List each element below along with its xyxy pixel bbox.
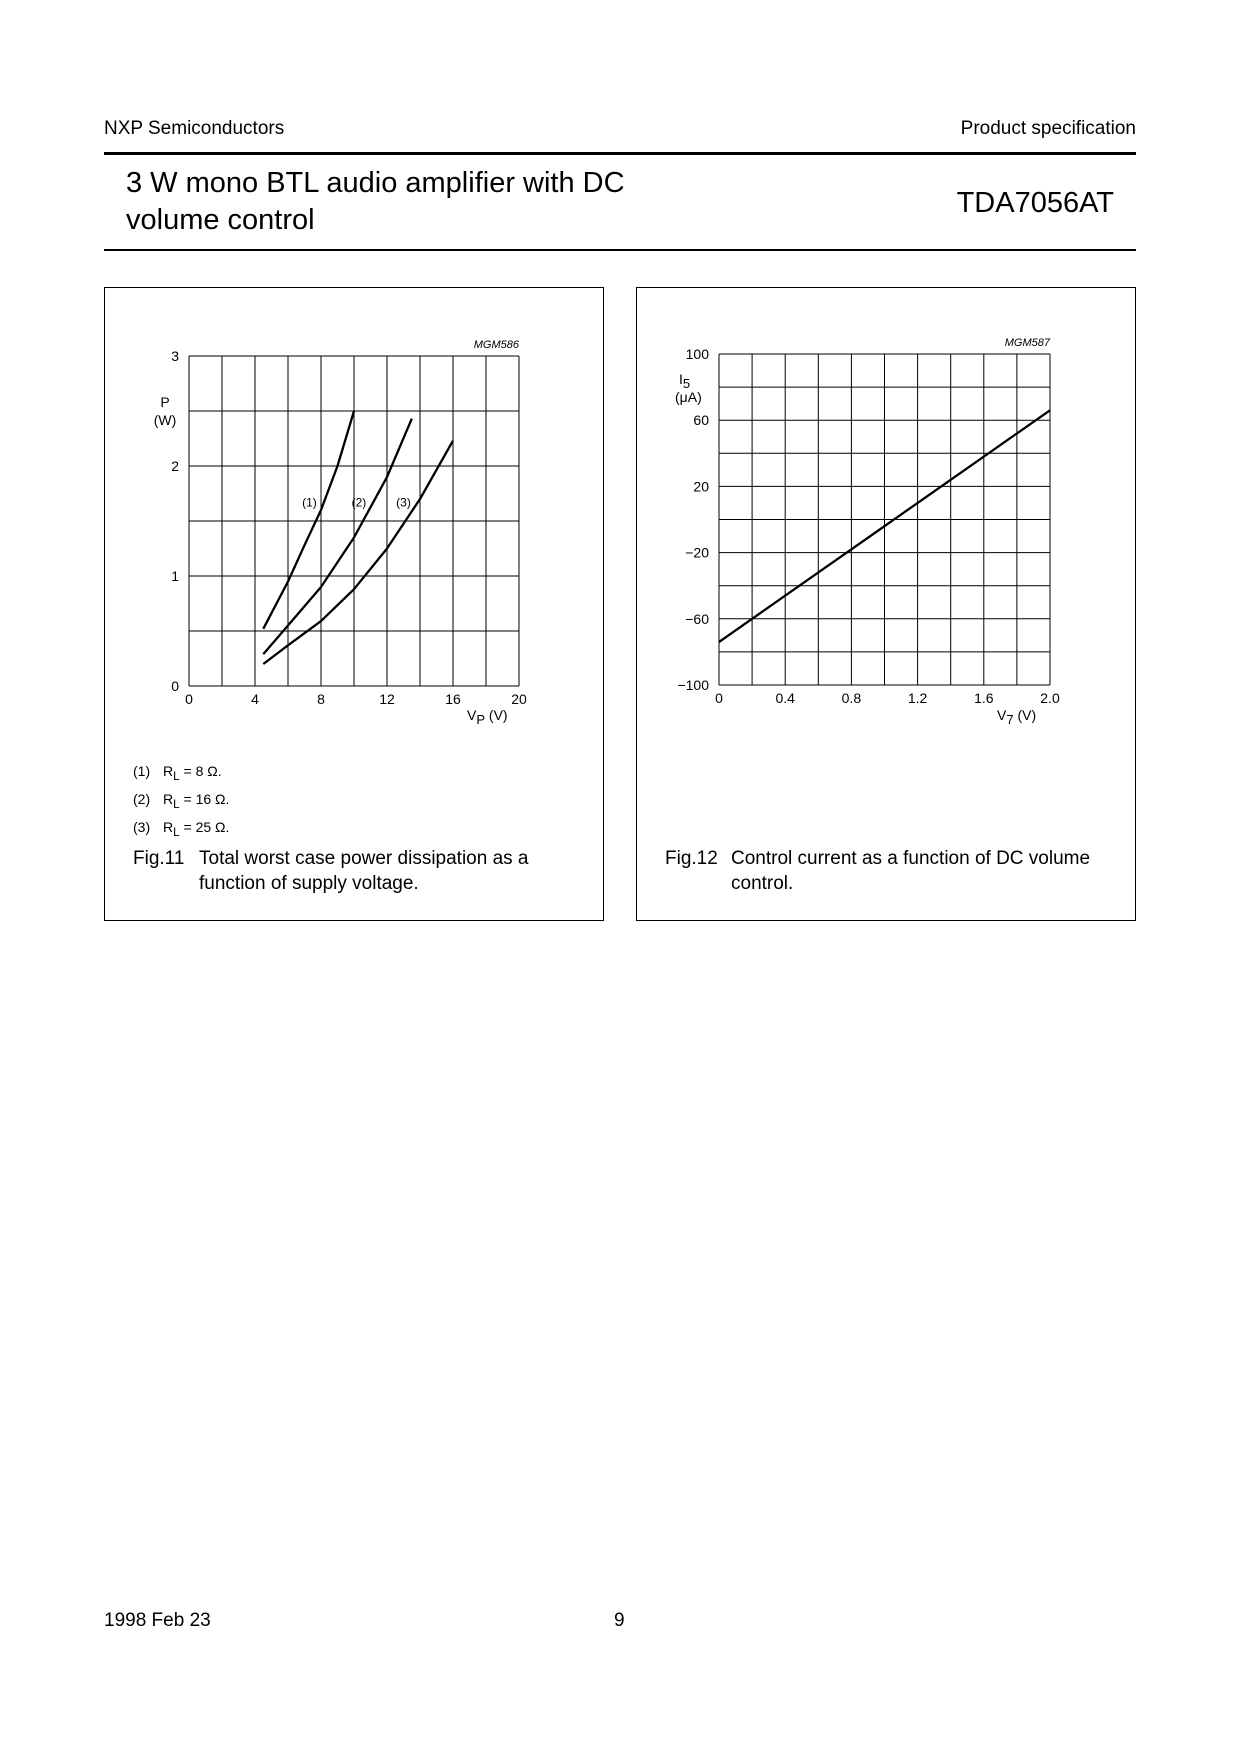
- x-axis-label: V7 (V): [997, 707, 1037, 727]
- figure-code: MGM587: [1004, 337, 1050, 349]
- figure-12-panel: [636, 287, 1136, 921]
- caption-text: Control current as a function of DC volume control.: [731, 848, 1091, 894]
- x-tick-label: 1.6: [974, 690, 994, 706]
- y-tick-label: 20: [693, 478, 709, 495]
- legend-text: $R_L = 16$ Ω.: [163, 790, 230, 811]
- series-line: [263, 419, 412, 654]
- figure-code: MGM586: [473, 339, 519, 351]
- curve-label: (2): [351, 495, 367, 510]
- y-axis-label: I5: [679, 371, 691, 391]
- caption-label: Fig.12: [665, 848, 718, 869]
- x-tick-label: 0.4: [775, 690, 795, 706]
- x-tick-label: 1.2: [907, 690, 928, 706]
- x-tick-label: 12: [379, 691, 395, 707]
- y-tick-label: −20: [685, 544, 709, 561]
- curve-label: (3): [396, 495, 411, 510]
- legend-item: [133, 760, 229, 788]
- y-tick-label: 2: [171, 458, 179, 474]
- legend-text: $R_L = 8$ Ω.: [163, 763, 222, 783]
- y-axis-unit: (μA): [675, 389, 702, 405]
- y-axis-label: P: [160, 394, 170, 410]
- figure-11-chart: [105, 288, 605, 748]
- x-tick-label: 2.0: [1040, 690, 1060, 706]
- figure-11-panel: [104, 287, 604, 921]
- figure-12-caption: [665, 846, 1115, 896]
- y-tick-label: 0: [171, 678, 179, 694]
- y-tick-label: −100: [677, 677, 709, 693]
- series-line: [263, 411, 354, 629]
- title-rule: [104, 249, 1136, 251]
- footer-page-number: 9: [614, 1610, 625, 1631]
- x-tick-label: 16: [445, 691, 461, 707]
- header-rule: [104, 152, 1136, 155]
- y-tick-label: 3: [171, 348, 179, 364]
- legend-number: (1): [133, 763, 151, 779]
- y-axis-unit: (W): [153, 412, 177, 428]
- y-tick-label: 100: [685, 346, 709, 362]
- header-doc-type: Product specification: [960, 118, 1136, 139]
- figure-12-chart: [637, 288, 1137, 748]
- page-title: 3 W mono BTL audio amplifier with DC volume control: [126, 167, 625, 236]
- curve-label: (1): [302, 495, 317, 510]
- legend-number: (3): [133, 818, 151, 835]
- legend-item: [133, 816, 229, 844]
- figure-11-caption: [133, 846, 583, 896]
- x-tick-label: 20: [511, 691, 527, 707]
- y-tick-label: −60: [685, 610, 709, 627]
- caption-text: Total worst case power dissipation as a function of supply voltage.: [199, 848, 529, 894]
- legend-number: (2): [133, 790, 151, 807]
- x-axis-label: VP (V): [467, 707, 508, 727]
- x-tick-label: 8: [317, 691, 325, 707]
- x-tick-label: 0.8: [841, 690, 862, 706]
- x-tick-label: 0: [185, 691, 193, 707]
- footer-date: 1998 Feb 23: [104, 1610, 211, 1631]
- part-number: TDA7056AT: [956, 187, 1114, 219]
- header-company: NXP Semiconductors: [104, 118, 285, 139]
- x-tick-label: 0: [715, 690, 723, 706]
- figure-11-legend: [133, 760, 229, 843]
- x-tick-label: 4: [251, 691, 259, 707]
- y-tick-label: 1: [171, 568, 179, 584]
- legend-text: $R_L = 25$ Ω.: [163, 818, 230, 839]
- caption-label: Fig.11: [133, 848, 185, 869]
- legend-item: [133, 788, 229, 816]
- y-tick-label: 60: [693, 412, 709, 429]
